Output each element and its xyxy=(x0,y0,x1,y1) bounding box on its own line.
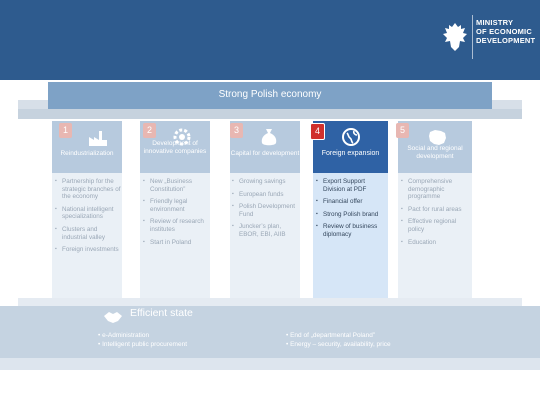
list-item: ▪ Review of research institutes xyxy=(143,218,209,233)
pillar-title-1: Reindustrialization xyxy=(60,150,114,157)
list-item: ▪ New „Business Constitution” xyxy=(143,178,209,193)
list-item: ▪ Juncker’s plan, EBOR, EBI, AIIB xyxy=(232,223,298,238)
base-title: Efficient state xyxy=(130,307,193,319)
list-item: ▪ Effective regional policy xyxy=(401,218,469,233)
list-item: ▪ Export Support Division at PDF xyxy=(316,178,384,193)
pillar-title-4: Foreign expansion xyxy=(321,150,380,157)
ministry-line-1: MINISTRY xyxy=(476,18,514,27)
list-item: ▪ Financial offer xyxy=(316,198,384,206)
base-right-list xyxy=(286,331,391,349)
pillar-bullets-3 xyxy=(232,178,298,244)
list-item: ▪ Clusters and industrial valley xyxy=(55,226,121,241)
list-item: ▪ Start in Poland xyxy=(143,239,209,247)
handshake-icon xyxy=(102,306,124,328)
list-item: ▪ Review of business diplomacy xyxy=(316,223,384,238)
pillar-number-badge-2: 2 xyxy=(143,123,156,138)
base-step-main xyxy=(0,306,540,358)
globe-icon xyxy=(340,126,362,148)
money-bag-icon xyxy=(258,126,280,148)
list-item: ▪ Friendly legal environment xyxy=(143,198,209,213)
list-item: ▪ Education xyxy=(401,239,469,247)
list-item: • e-Administration xyxy=(98,332,150,339)
ministry-line-3: DEVELOPMENT xyxy=(476,36,536,45)
pillar-number-badge-4: 4 xyxy=(310,123,325,140)
pillar-title-3: Capital for development xyxy=(230,150,300,157)
list-item: ▪ Foreign investments xyxy=(55,246,121,254)
list-item: • Energy – security, availability, price xyxy=(286,341,391,348)
list-item: ▪ Growing savings xyxy=(232,178,298,186)
list-item: ▪ Comprehensive demographic programme xyxy=(401,178,469,201)
base-left-list xyxy=(98,331,187,349)
pillar-number-badge-1: 1 xyxy=(59,123,72,138)
ministry-line-2: OF ECONOMIC xyxy=(476,27,532,36)
pillar-bullets-1 xyxy=(55,178,121,259)
pillar-title-5: Social and regional development xyxy=(407,145,463,160)
list-item: ▪ Strong Polish brand xyxy=(316,211,384,219)
list-item: ▪ Partnership for the strategic branches of the economy xyxy=(55,178,121,201)
list-item: ▪ Pact for rural areas xyxy=(401,206,469,214)
roof-ledge xyxy=(18,109,522,119)
base-step-bottom xyxy=(0,358,540,370)
pillar-bullets-5 xyxy=(401,178,469,251)
pillar-number-badge-5: 5 xyxy=(396,123,409,138)
list-item: ▪ European funds xyxy=(232,191,298,199)
pillar-bullets-2 xyxy=(143,178,209,251)
list-item: • Intelligent public procurement xyxy=(98,341,188,348)
ministry-name xyxy=(476,18,535,45)
header-divider xyxy=(472,15,473,59)
list-item: • End of „departmental Poland” xyxy=(286,332,376,339)
eagle-emblem-icon xyxy=(441,20,469,54)
pillar-bullets-4 xyxy=(316,178,384,244)
factory-icon xyxy=(87,126,109,148)
list-item: ▪ National intelligent specializations xyxy=(55,206,121,221)
roof-title: Strong Polish economy xyxy=(218,89,322,100)
pillar-title-2: Development of innovative companies xyxy=(143,140,207,155)
list-item: ▪ Polish Development Fund xyxy=(232,203,298,218)
pillar-number-badge-3: 3 xyxy=(230,123,243,138)
